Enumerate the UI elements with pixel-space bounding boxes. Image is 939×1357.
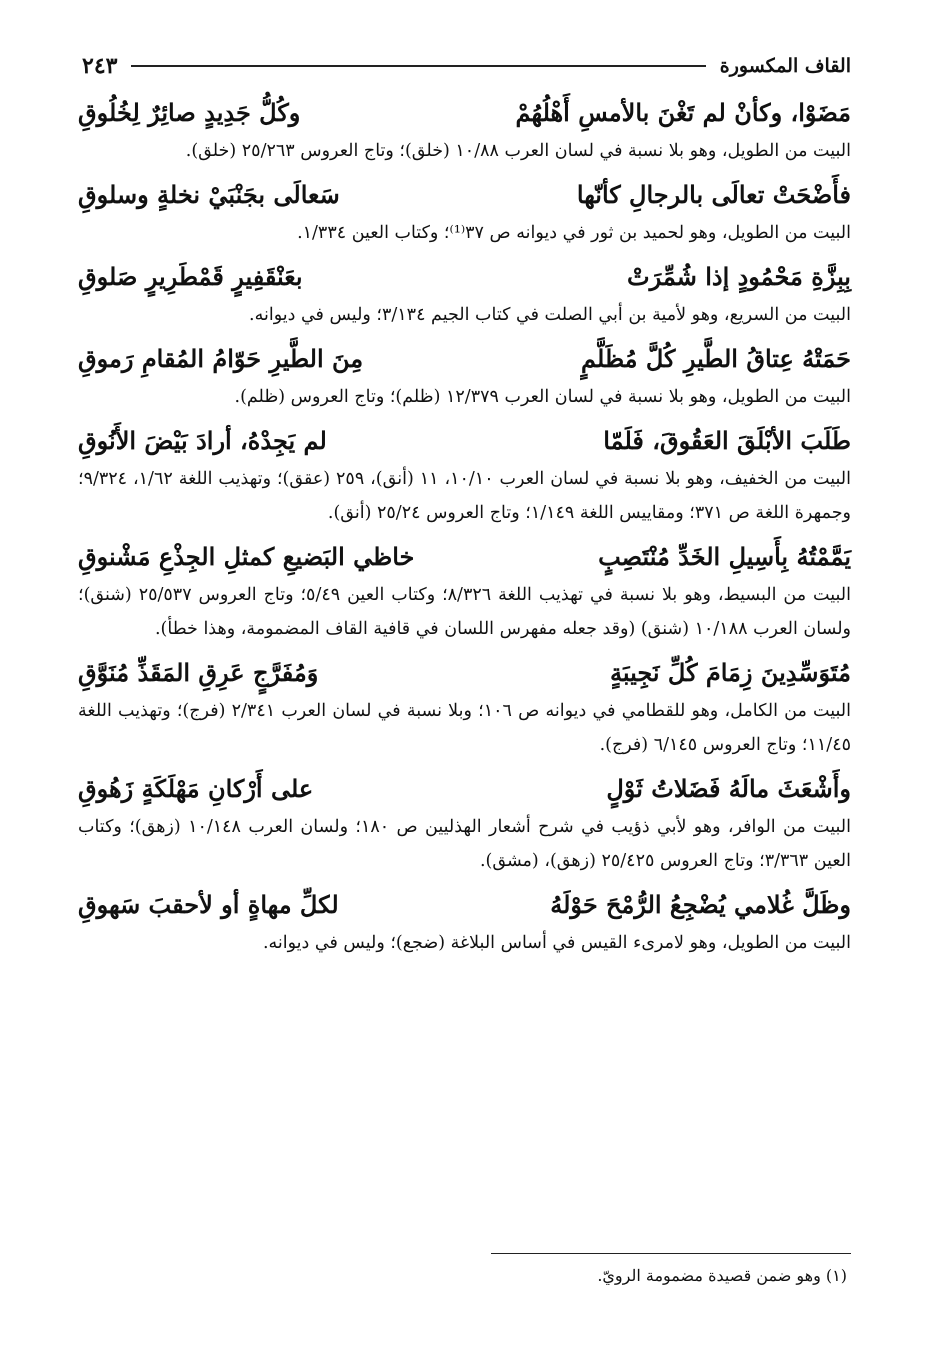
verse-line	[78, 92, 851, 134]
verse-line	[78, 420, 851, 462]
verse-entry	[78, 768, 851, 878]
second-hemistich: سَعالَى بجَنْبَيْ نخلةٍ وسلوقِ	[78, 180, 340, 209]
verse-entry	[78, 256, 851, 332]
verse-entry	[78, 174, 851, 250]
verse-line	[78, 256, 851, 298]
first-hemistich: يَمَّمْتُهُ بِأَسِيلِ الخَدِّ مُنْتَصِبٍ	[598, 542, 851, 571]
first-hemistich: وأَشْعَثَ مالَهُ فَضَلاتُ ثَوْلٍ	[606, 774, 851, 803]
verse-commentary: البيت من البسيط، وهو بلا نسبة في تهذيب اللغة ٨/٣٢٦؛ وكتاب العين ٥/٤٩؛ وتاج العروس ٢٥/٥٣٧ (شنق)؛ ولسان العرب ١٠/١٨٨ (شنق) (وقد جعله مفهرس اللسان في قافية القاف المضمومة، وهذا خطأ).	[78, 585, 851, 639]
first-hemistich: مَضَوْا، وكأنْ لم تَغْنَ بالأمسِ أَهْلُهُمْ	[515, 98, 851, 127]
verse-commentary: البيت من الخفيف، وهو بلا نسبة في لسان العرب ١٠/١٠، ١١ (أنق)، ٢٥٩ (عقق)؛ وتهذيب اللغة ١/٦٢، ٩/٣٢٤؛ وجمهرة اللغة ص ٣٧١؛ ومقاييس اللغة ١/١٤٩؛ وتاج العروس ٢٥/٢٤ (أنق).	[78, 469, 851, 523]
first-hemistich: بِبِزَّةِ مَحْمُودٍ إذا شُمِّرَتْ	[627, 262, 851, 291]
second-hemistich: لكلِّ مهاةٍ أو لأحقبَ سَهوقِ	[78, 890, 339, 919]
verse-entry	[78, 338, 851, 414]
verse-commentary: البيت من الكامل، وهو للقطامي في ديوانه ص ١٠٦؛ وبلا نسبة في لسان العرب ٢/٣٤١ (فرج)؛ وتهذيب اللغة ١١/٤٥؛ وتاج العروس ٦/١٤٥ (فرج).	[78, 701, 851, 755]
verse-commentary: البيت من الطويل، وهو لامرىء القيس في أساس البلاغة (ضجع)؛ وليس في ديوانه.	[262, 933, 851, 953]
verse-entry	[78, 652, 851, 762]
second-hemistich: بعَنْقَفِيرٍ قَمْطَرِيرٍ صَلوقِ	[78, 262, 303, 291]
page-header	[82, 48, 851, 84]
second-hemistich: لم يَجِدْهُ، أرادَ بَيْضَ الأَنُوقِ	[78, 426, 327, 455]
first-hemistich: مُتَوَسِّدِينَ زِمَامَ كُلِّ نَجِيبَةٍ	[610, 658, 851, 687]
second-hemistich: خاظي البَضيعِ كمثلِ الجِذْعِ مَشْنوقِ	[78, 542, 415, 571]
page-content	[78, 92, 851, 966]
running-title: القاف المكسورة	[719, 55, 851, 77]
verse-entry	[78, 420, 851, 530]
second-hemistich: مِنَ الطَّيرِ حَوّامُ المُقامِ رَموقِ	[78, 344, 364, 373]
verse-line	[78, 884, 851, 926]
first-hemistich: فأَضْحَتْ تعالَى بالرجالِ كأنّها	[576, 180, 851, 209]
second-hemistich: وكُلُّ جَدِيدٍ صائِرٌ لِخُلُوقِ	[78, 98, 301, 127]
footnote: (١) وهو ضمن قصيدة مضمومة الرويّ.	[597, 1266, 847, 1285]
verse-line	[78, 536, 851, 578]
footnote-rule	[491, 1253, 851, 1254]
verse-line	[78, 652, 851, 694]
verse-entry	[78, 536, 851, 646]
verse-line	[78, 338, 851, 380]
first-hemistich: طَلَبَ الأبْلَقَ العَقُوقَ، فَلَمّا	[603, 426, 851, 455]
verse-commentary: البيت من الطويل، وهو بلا نسبة في لسان العرب ١٢/٣٧٩ (ظلم)؛ وتاج العروس (ظلم).	[234, 387, 851, 407]
verse-entry	[78, 884, 851, 960]
second-hemistich: وَمُفَرَّجٍ عَرِقِ المَقَذِّ مُنَوَّقِ	[78, 658, 319, 687]
verse-commentary: البيت من السريع، وهو لأمية بن أبي الصلت في كتاب الجيم ٣/١٣٤؛ وليس في ديوانه.	[249, 305, 851, 325]
verse-commentary: البيت من الوافر، وهو لأبي ذؤيب في شرح أشعار الهذليين ص ١٨٠؛ ولسان العرب ١٠/١٤٨ (زهق)؛ وكتاب العين ٣/٣٦٣؛ وتاج العروس ٢٥/٤٢٥ (زهق)، (مشق).	[78, 817, 851, 871]
page-number: ٢٤٣	[82, 53, 118, 79]
verse-line	[78, 768, 851, 810]
first-hemistich: حَمَتْهُ عِتاقُ الطَّيرِ كُلَّ مُظَلَّمٍ	[581, 344, 851, 373]
verse-commentary: البيت من الطويل، وهو بلا نسبة في لسان العرب ١٠/٨٨ (خلق)؛ وتاج العروس ٢٥/٢٦٣ (خلق).	[185, 141, 851, 161]
verse-entry	[78, 92, 851, 168]
verse-line	[78, 174, 851, 216]
second-hemistich: على أَرْكانِ مَهْلَكَةٍ زَهُوقِ	[78, 774, 314, 803]
verse-commentary: البيت من الطويل، وهو لحميد بن ثور في ديوانه ص ٣٧⁽¹⁾؛ وكتاب العين ١/٣٣٤.	[297, 223, 851, 243]
header-rule	[131, 65, 705, 67]
first-hemistich: وظَلَّ غُلامي يُضْجِعُ الرُّمْحَ حَوْلَهُ	[550, 890, 851, 919]
